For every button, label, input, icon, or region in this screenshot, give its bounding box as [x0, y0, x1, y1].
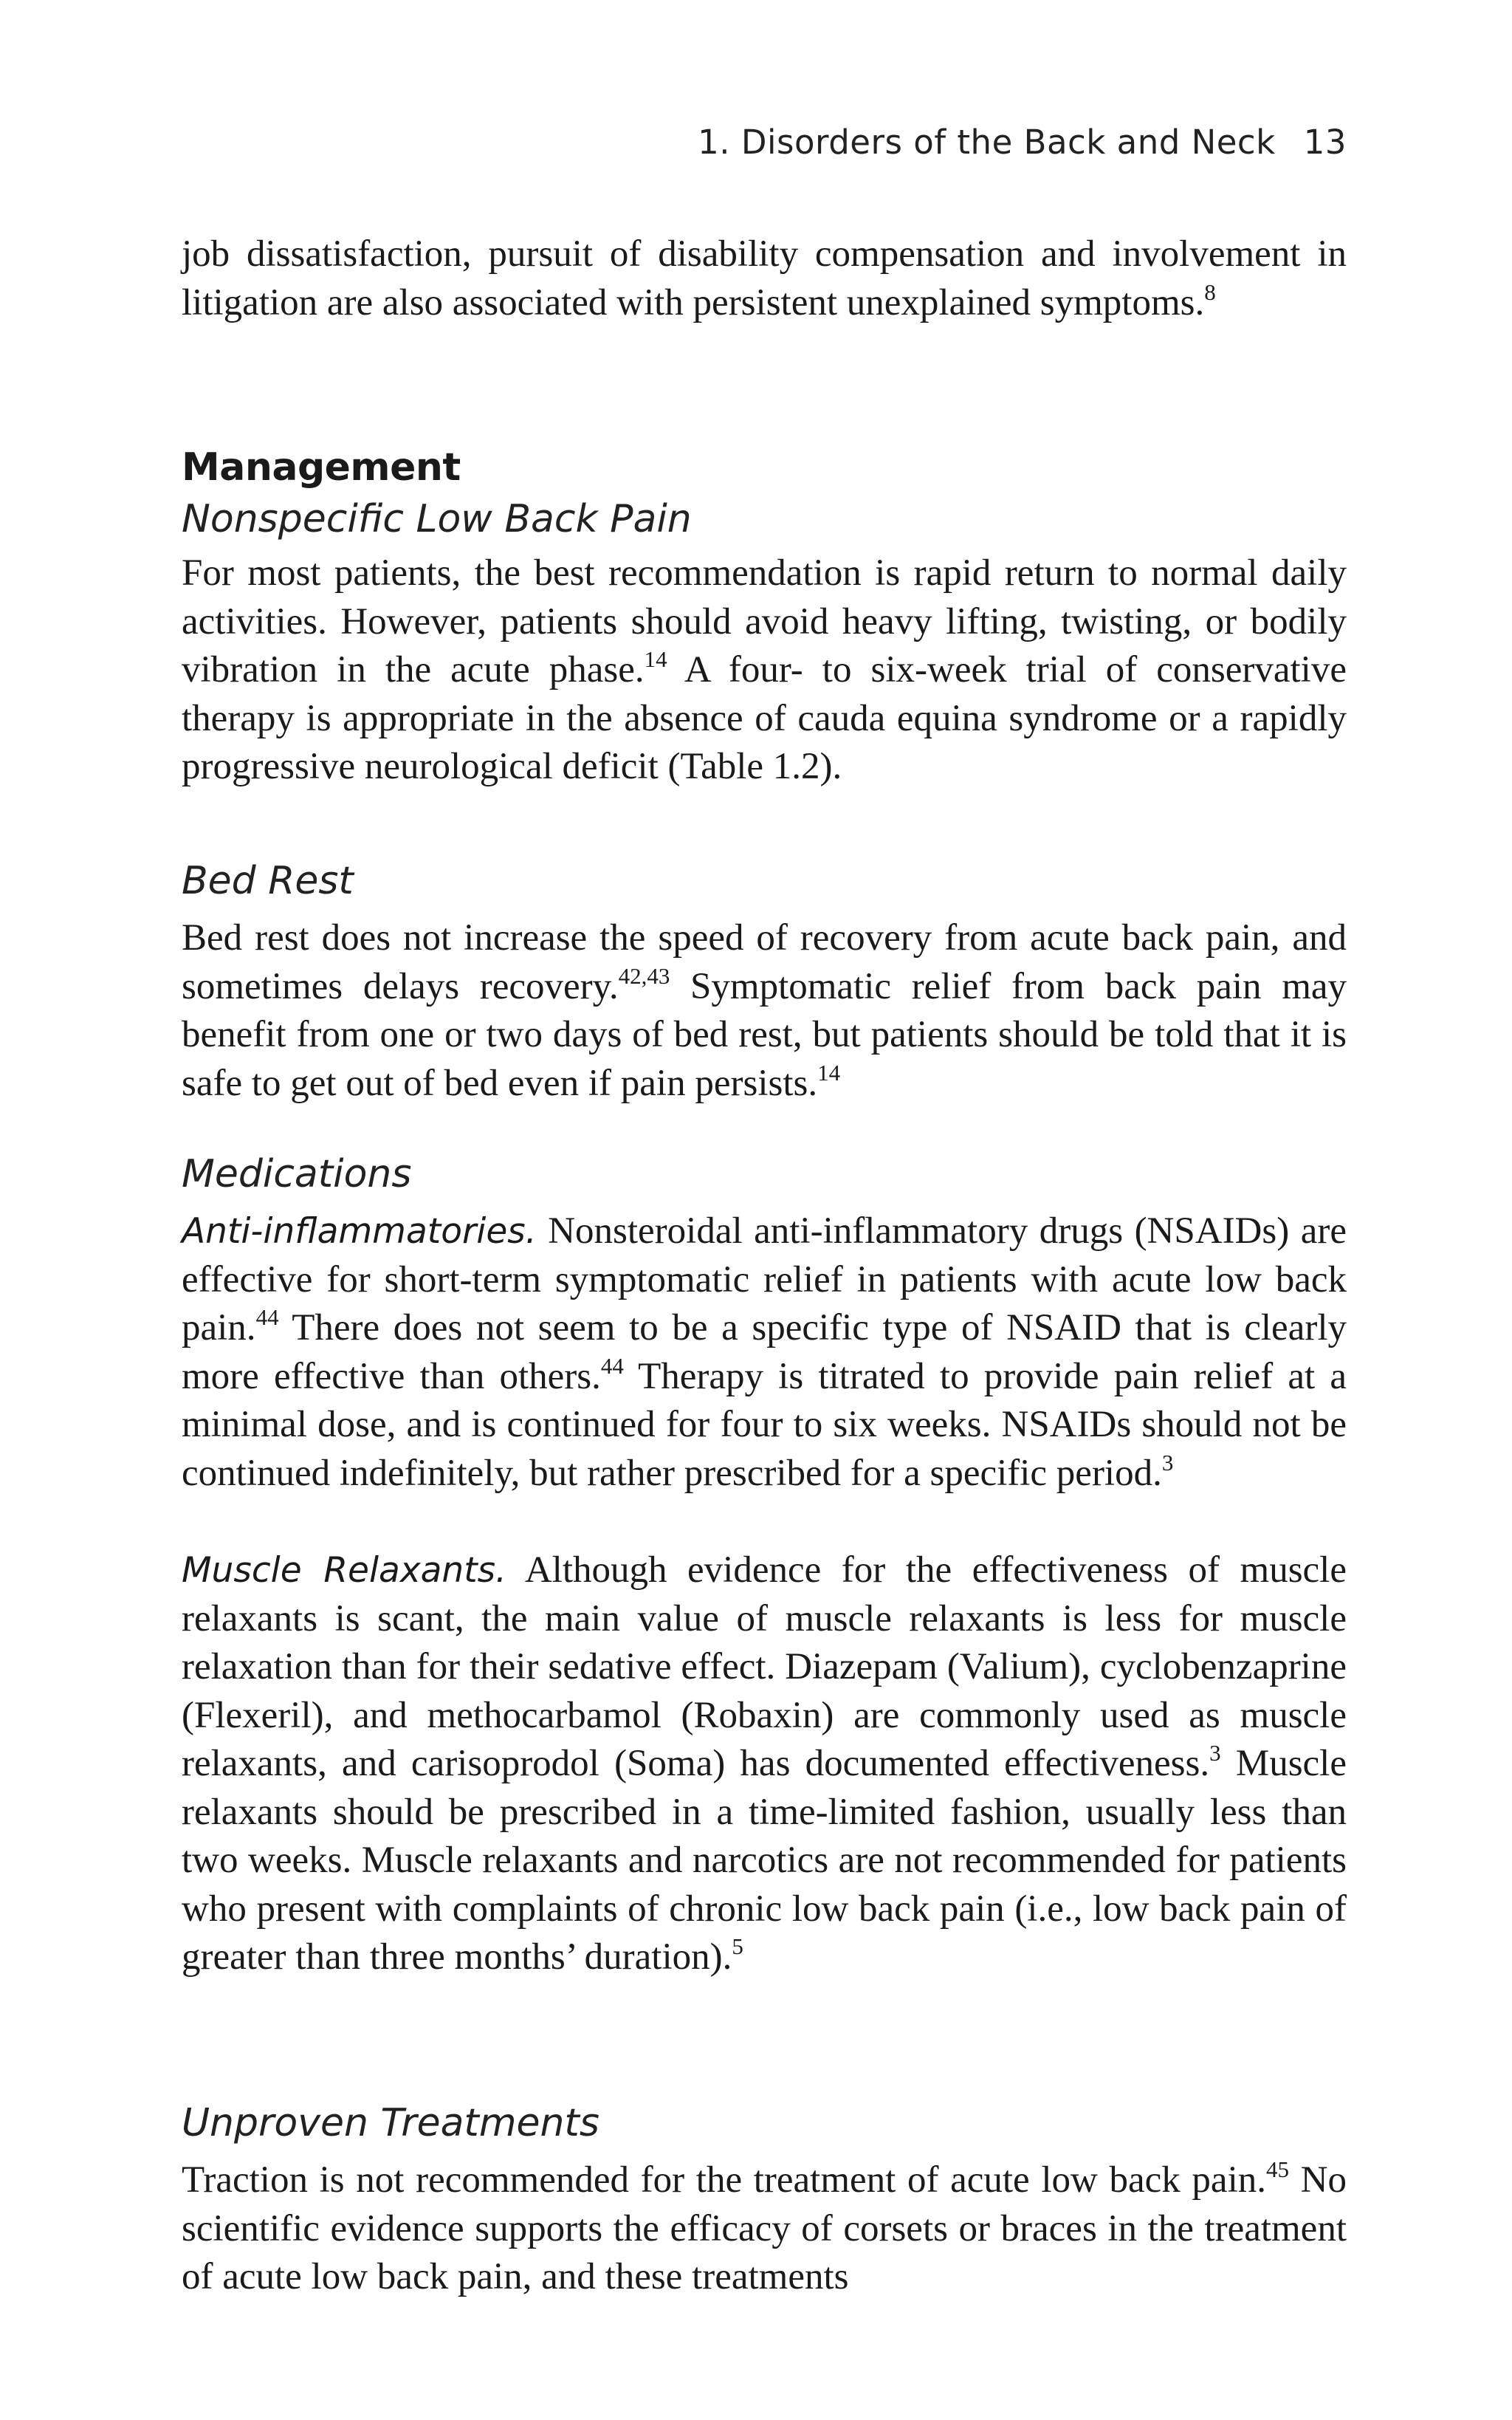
medications-section	[182, 1148, 1347, 1982]
subheading-unproven-treatments: Unproven Treatments	[182, 2101, 599, 2145]
subheading-nonspecific: Nonspecific Low Back Pain	[182, 497, 692, 541]
page-number: 13	[1303, 123, 1347, 162]
intro-text: job dissatisfaction, pursuit of disability compensation and involvement in litigation are also associated with persistent unexplained symptoms.	[182, 233, 1347, 323]
inline-heading-anti-inflammatories: Anti-inflammatories.	[182, 1211, 537, 1252]
subheading-bed-rest: Bed Rest	[182, 859, 354, 903]
muscle-relaxants-paragraph: Muscle Relaxants. Although evidence for the effectiveness of muscle relaxants is scant, the main value of muscle relaxants is less for muscle relaxation than for their sedative effect. Diazepam (Valium), cyclobenzaprine (Flexeril), and methocarbamol (Robaxin) are commonly used as muscle relaxants, and carisoprodol (Soma) has documented effectiveness.$^3$ Muscle relaxants should be prescribed in a time-limited fashion, usually less than two weeks. Muscle relaxants and narcotics are not recommended for patients who present with complaints of chronic low back pain (i.e., low back pain of greater than three months’ duration).$^5$	[182, 1549, 1347, 1978]
ref-superscript: 14	[817, 1059, 841, 1086]
ref-superscript: 3	[1209, 1740, 1221, 1766]
ref-superscript: 45	[1266, 2156, 1289, 2182]
subheading-medications: Medications	[182, 1152, 412, 1196]
ref-superscript: 5	[732, 1933, 743, 1959]
intro-ref: 8	[1204, 278, 1216, 305]
bed-rest-paragraph: Bed rest does not increase the speed of recovery from acute back pain, and sometimes delays recovery.$^{42,43}$ Symptomatic relief from back pain may benefit from one or two days of bed rest, but patients should be told that it is safe to get out of bed even if pain persists.$^{14}$	[182, 917, 1347, 1104]
ref-superscript: 3	[1161, 1449, 1174, 1475]
anti-inflammatories-paragraph: Anti-inflammatories. Nonsteroidal anti-inflammatory drugs (NSAIDs) are effective for short-term symptomatic relief in patients with acute low back pain.$^{44}$ There does not seem to be a specific type of NSAID that is clearly more effective than others.$^{44}$ Therapy is titrated to provide pain relief at a minimal dose, and is continued for four to six weeks. NSAIDs should not be continued indefinitely, but rather prescribed for a specific period.$^3$	[182, 1210, 1347, 1494]
ref-superscript: 14	[644, 646, 667, 672]
chapter-title: 1. Disorders of the Back and Neck	[698, 123, 1276, 162]
unproven-paragraph: Traction is not recommended for the treatment of acute low back pain.$^{45}$ No scientific evidence supports the efficacy of corsets or braces in the treatment of acute low back pain, and these treatments	[182, 2156, 1347, 2297]
ref-superscript: 44	[255, 1304, 279, 1330]
intro-paragraph	[182, 230, 1347, 327]
running-head	[698, 123, 1347, 162]
ref-superscript: 44	[600, 1352, 624, 1379]
nonspecific-paragraph: For most patients, the best recommendation is rapid return to normal daily activities. However, patients should avoid heavy lifting, twisting, or bodily vibration in the acute phase.$^{14}$ A four- to six-week trial of conservative therapy is appropriate in the absence of cauda equina syndrome or a rapidly progressive neurological deficit (Table 1.2).	[182, 552, 1347, 787]
inline-heading-muscle-relaxants: Muscle Relaxants.	[182, 1550, 507, 1591]
unproven-treatments-section	[182, 2097, 1347, 2302]
section-heading-management: Management	[182, 445, 461, 490]
bed-rest-section	[182, 855, 1347, 1108]
management-section	[182, 442, 1347, 792]
ref-superscript: 42,43	[618, 962, 670, 989]
